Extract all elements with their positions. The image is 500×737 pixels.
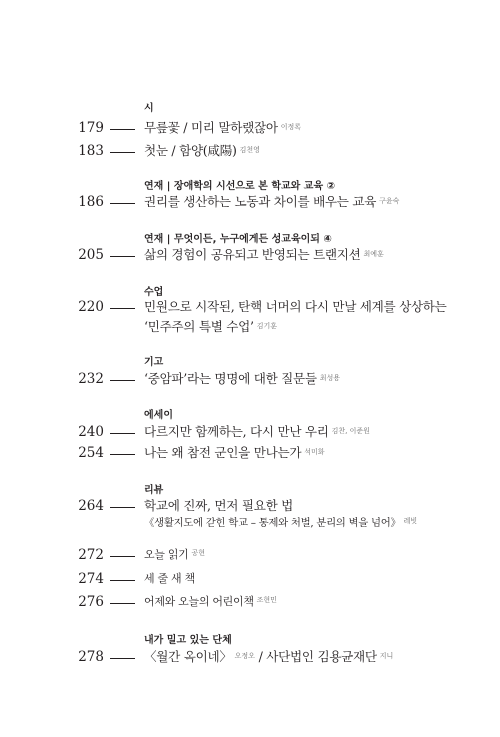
entry-author: 이정록	[280, 123, 302, 131]
leader-rule	[110, 454, 135, 455]
entry-title: 권리를 생산하는 노동과 차이를 배우는 교육 $^{구윤숙}$	[144, 194, 400, 209]
entry-author: 최성용	[319, 374, 341, 382]
page-number: 220	[78, 299, 104, 315]
entry-title: 무릎꽃 / 미리 말하랬잖아 $^{이정록}$	[144, 120, 302, 135]
page-number: 186	[78, 194, 104, 210]
section-heading-series-sex-education: 연재 | 무엇이든, 누구에게든 성교육이되 ④	[144, 234, 332, 245]
page-number: 205	[78, 247, 104, 263]
leader-rule	[110, 556, 135, 557]
section-heading-essay: 에세이	[144, 410, 173, 421]
toc-entry[interactable]	[0, 193, 500, 213]
entry-author: 김기훈	[256, 322, 278, 330]
page-number: 232	[78, 371, 104, 387]
toc-entry[interactable]	[0, 648, 500, 668]
entry-author: 구윤숙	[379, 197, 400, 205]
toc-entry[interactable]	[0, 497, 500, 533]
entry-title: 세 줄 새 책	[144, 572, 195, 585]
entry-title: 오늘 읽기 $^{공현}$	[144, 548, 206, 561]
entry-title-continued: ‘민주주의 특별 수업’ $^{김기훈}$	[144, 319, 278, 334]
leader-rule	[110, 380, 135, 381]
page-number: 278	[78, 649, 104, 665]
entry-subtitle: 《생활지도에 갇힌 학교 – 통제와 처벌, 분리의 벽을 넘어》 $^{레빗}$	[144, 517, 418, 529]
entry-title: 다르지만 함께하는, 다시 만난 우리 $^{김찬, 이준원}$	[144, 424, 370, 439]
toc-entry[interactable]	[0, 142, 500, 162]
leader-rule	[110, 256, 135, 257]
toc-entry[interactable]	[0, 423, 500, 443]
toc-entry[interactable]	[0, 444, 500, 464]
entry-title-second-organization: / 사단법인 김용균재단	[258, 649, 377, 664]
leader-rule	[110, 433, 135, 434]
leader-rule	[110, 308, 135, 309]
leader-rule	[110, 658, 135, 659]
section-heading-poetry: 시	[144, 103, 154, 114]
entry-author: 오정오	[234, 652, 255, 660]
page-number: 272	[78, 547, 104, 563]
toc-entry[interactable]	[0, 246, 500, 266]
toc-entry[interactable]	[0, 119, 500, 139]
section-heading-series-disability: 연재 | 장애학의 시선으로 본 학교와 교육 ②	[144, 181, 336, 192]
entry-title: 첫눈 / 함양(咸陽) $^{김천영}$	[144, 143, 260, 158]
toc-entry[interactable]	[0, 570, 500, 590]
entry-author: 김찬, 이준원	[331, 427, 370, 435]
leader-rule	[110, 580, 135, 581]
entry-title: 〈월간 옥이네〉 $^{오정오}$ / 사단법인 김용균재단 $^{지니}$	[144, 649, 394, 664]
section-heading-contribution: 기고	[144, 357, 164, 368]
entry-title: 민원으로 시작된, 탄핵 너머의 다시 만날 세계를 상상하는	[144, 299, 447, 314]
page-number: 264	[78, 498, 104, 514]
toc-entry[interactable]	[0, 298, 500, 338]
entry-author: 조현민	[256, 596, 277, 604]
toc-entry[interactable]	[0, 593, 500, 613]
leader-rule	[110, 603, 135, 604]
section-heading-review: 리뷰	[144, 485, 164, 496]
section-heading-class: 수업	[144, 287, 164, 298]
entry-author: 레빗	[403, 517, 418, 525]
page-number: 179	[78, 120, 104, 136]
entry-title: ‘중암파’라는 명명에 대한 질문들 $^{최성용}$	[144, 371, 341, 386]
entry-title: 나는 왜 참전 군인을 만나는가 $^{석미화}$	[144, 445, 325, 460]
entry-title: 삶의 경험이 공유되고 반영되는 트랜지션 $^{최예훈}$	[144, 247, 384, 262]
entry-author: 최예훈	[363, 250, 384, 258]
page-number: 183	[78, 143, 104, 159]
entry-author: 김천영	[239, 146, 260, 154]
entry-author: 지니	[379, 652, 394, 660]
entry-title: 학교에 진짜, 먼저 필요한 법	[144, 498, 294, 513]
leader-rule	[110, 152, 135, 153]
section-heading-supported-organizations: 내가 밀고 있는 단체	[144, 635, 232, 646]
entry-title: 어제와 오늘의 어린이책 $^{조현민}$	[144, 595, 277, 608]
leader-rule	[110, 203, 135, 204]
toc-entry[interactable]	[0, 546, 500, 566]
entry-author: 석미화	[304, 448, 325, 456]
page-number: 254	[78, 445, 104, 461]
page-number: 276	[78, 594, 104, 610]
leader-rule	[110, 129, 135, 130]
entry-author: 공현	[191, 549, 206, 557]
toc-entry[interactable]	[0, 370, 500, 390]
leader-rule	[110, 507, 135, 508]
page-number: 240	[78, 424, 104, 440]
page-number: 274	[78, 571, 104, 587]
